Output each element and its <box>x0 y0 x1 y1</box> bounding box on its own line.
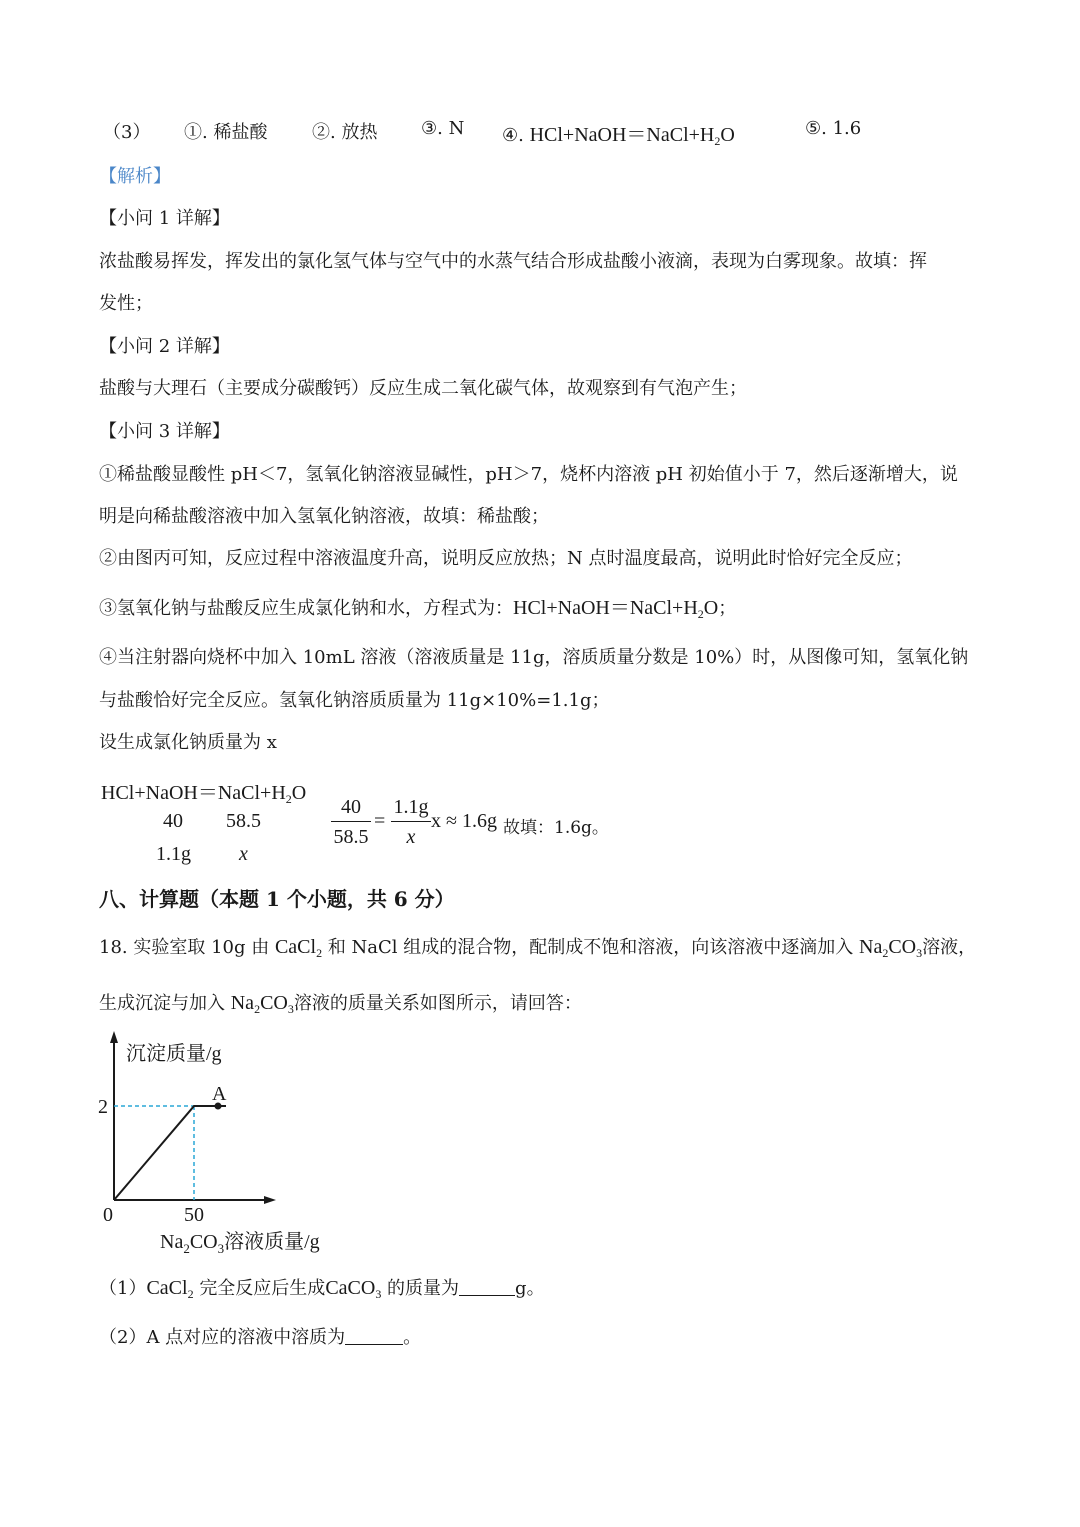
q1-text-line1: 浓盐酸易挥发，挥发出的氯化氢气体与空气中的水蒸气结合形成盐酸小液滴，表现为白雾现象。故填：挥 <box>99 251 927 272</box>
x-tick-label-0: 0 <box>103 1204 113 1226</box>
q3-p3: ③氢氧化钠与盐酸反应生成氯化钠和水，方程式为：$HCl+NaOH=NaCl+H_2O$； <box>99 597 737 621</box>
calc-molar-mass-nacl: 58.5 <box>226 810 261 832</box>
answer-question-number: （3） <box>103 122 151 143</box>
answer-3: ③. N <box>421 118 465 139</box>
chart-marks <box>98 1083 227 1226</box>
answer-1: ①. 稀盐酸 <box>184 122 268 143</box>
q3-p2: ②由图丙可知，反应过程中溶液温度升高，说明反应放热；N 点时温度最高，说明此时恰好完全反应； <box>99 548 913 569</box>
q3-p5: 设生成氯化钠质量为 x <box>99 732 277 753</box>
sub-question-2: （2）A 点对应的溶液中溶质为 。 <box>99 1327 422 1348</box>
calc-molar-mass-naoh: 40 <box>163 810 183 832</box>
q2-heading: 【小问 2 详解】 <box>99 336 230 357</box>
answer-2: ②. 放热 <box>312 122 378 143</box>
formula-caco3: CaCO$_3$ <box>325 1277 382 1301</box>
calc-fill-answer: 故填：1.6g。 <box>503 818 609 838</box>
chart-y-label: 沉淀质量/g <box>126 1043 222 1065</box>
series-line <box>114 1106 226 1200</box>
calc-equation: $HCl+NaOH=NaCl+H_2O$ <box>101 782 307 806</box>
q3-heading: 【小问 3 详解】 <box>99 421 230 442</box>
q18-line1: 18. 实验室取 10g 由 CaCl$_2$ 和 NaCl 组成的混合物，配制成不饱和溶液，向该溶液中逐滴加入 $Na_2CO_3$溶液， <box>99 936 977 960</box>
y-tick-label-2: 2 <box>98 1096 108 1119</box>
point-a-label: A <box>212 1083 227 1106</box>
q3-p4-line1: ④当注射器向烧杯中加入 10mL 溶液（溶液质量是 11g，溶质质量分数是 10%）时，从图像可知，氢氧化钠 <box>99 647 969 668</box>
q3-p1-line1: ①稀盐酸显酸性 pH＜7，氢氧化钠溶液显碱性，pH＞7，烧杯内溶液 pH 初始值小于 7，然后逐渐增大，说 <box>99 464 958 485</box>
q1-heading: 【小问 1 详解】 <box>99 208 230 229</box>
q1-text-line2: 发性； <box>99 293 153 314</box>
analysis-label: 【解析】 <box>99 166 171 187</box>
q3-p1-line2: 明是向稀盐酸溶液中加入氢氧化钠溶液，故填：稀盐酸； <box>99 506 549 527</box>
q3-p3-equation: $HCl+NaOH=NaCl+H_2O$ <box>513 597 719 621</box>
calc-result: x ≈ 1.6g <box>431 810 497 832</box>
x-axis-arrow <box>264 1196 276 1204</box>
formula-na2co3-2: $Na_2CO_3$ <box>230 992 294 1016</box>
answer-5: ⑤. 1.6 <box>805 118 862 139</box>
formula-cacl2: CaCl$_2$ <box>274 936 323 960</box>
q2-text: 盐酸与大理石（主要成分碳酸钙）反应生成二氧化碳气体，故观察到有气泡产生； <box>99 378 747 399</box>
calc-unknown-x: x <box>239 843 248 865</box>
precipitate-mass-chart <box>90 1030 390 1260</box>
chart-x-label: $Na_2CO_3$溶液质量/g <box>160 1231 320 1256</box>
answer-4 <box>502 118 735 149</box>
fraction-molar: $\frac{40}{58.5}$ <box>331 796 371 849</box>
y-axis-arrow <box>110 1031 118 1043</box>
fraction-equals: = <box>374 810 386 832</box>
x-tick-label-50: 50 <box>184 1204 204 1226</box>
q3-p4-line2: 与盐酸恰好完全反应。氢氧化钠溶质质量为 11g×10%=1.1g； <box>99 690 610 711</box>
answer-4-label: ④. <box>502 125 524 146</box>
formula-na2co3: $Na_2CO_3$ <box>859 936 923 960</box>
answer-blank-2[interactable] <box>345 1344 403 1345</box>
calc-mass-naoh: 1.1g <box>156 843 191 865</box>
formula-cacl2-sub1: CaCl$_2$ <box>146 1277 194 1301</box>
answer-4-equation: $HCl+NaOH=NaCl+H_2O$ <box>529 124 735 148</box>
q18-line2: 生成沉淀与加入 $Na_2CO_3$溶液的质量关系如图所示，请回答： <box>99 992 582 1016</box>
fraction-mass: $\frac{1.1g}{x}$ <box>391 796 431 849</box>
section-8-title: 八、计算题（本题 1 个小题，共 6 分） <box>99 887 455 911</box>
answer-blank-1[interactable] <box>459 1295 515 1296</box>
sub-question-1: （1）CaCl$_2$ 完全反应后生成CaCO$_3$ 的质量为 g。 <box>99 1277 545 1301</box>
